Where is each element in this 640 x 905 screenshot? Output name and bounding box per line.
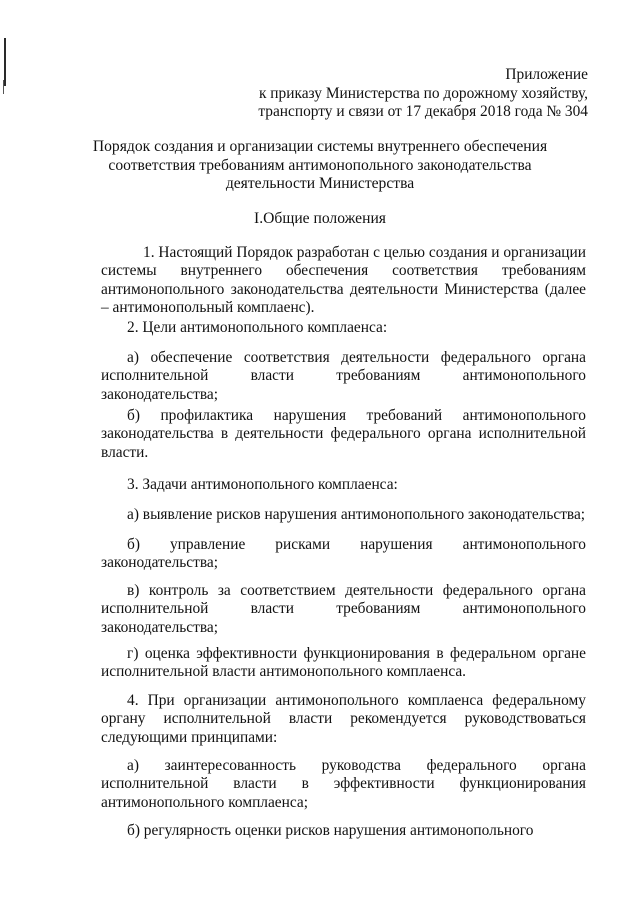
paragraph	[101, 536, 586, 573]
paragraph-text: а) заинтересованность руководства федерального органа исполнительной власти в эффективности функционирования антимонопольного комплаенса;	[101, 757, 586, 811]
title-line: Порядок создания и организации системы внутреннего обеспечения	[92, 138, 548, 155]
scan-artifact-mark	[4, 38, 6, 86]
paragraph	[101, 349, 586, 404]
paragraph	[101, 645, 586, 682]
section-heading: I.Общие положения	[254, 210, 386, 227]
appendix-line: транспорту и связи от 17 декабря 2018 года № 304	[258, 103, 588, 120]
paragraph	[101, 407, 586, 462]
paragraph-text: а) обеспечение соответствия деятельности федерального органа исполнительной власти требованиям антимонопольного законодательства;	[101, 349, 586, 403]
paragraph-text: 1. Настоящий Порядок разработан с целью создания и организации системы внутреннего обеспечения соответствия требованиям антимонопольного законодательства деятельности Министерства (далее – антимонопольный комплаенс).	[101, 244, 586, 316]
paragraph	[101, 244, 586, 317]
paragraph	[101, 692, 586, 747]
paragraph	[101, 506, 586, 524]
paragraph-text: б) профилактика нарушения требований антимонопольного законодательства в деятельности федерального органа исполнительной власти.	[101, 407, 586, 461]
paragraph-text: б) управление рисками нарушения антимонопольного законодательства;	[101, 536, 586, 572]
paragraph-text: г) оценка эффективности функционирования в федеральном органе исполнительной власти антимонопольного комплаенса.	[101, 645, 586, 681]
appendix-line: Приложение	[505, 66, 588, 83]
paragraph-text: 3. Задачи антимонопольного комплаенса:	[127, 476, 398, 493]
appendix-header	[168, 66, 588, 122]
paragraph-text: в) контроль за соответствием деятельности федерального органа исполнительной власти требованиям антимонопольного законодательства;	[101, 582, 586, 636]
paragraph-text: 2. Цели антимонопольного комплаенса:	[127, 319, 388, 336]
title-line: деятельности Министерства	[225, 175, 415, 192]
paragraph	[101, 822, 586, 840]
paragraph	[101, 757, 586, 812]
paragraph	[101, 582, 586, 637]
paragraph-text: б) регулярность оценки рисков нарушения антимонопольного	[127, 822, 534, 839]
paragraph	[101, 476, 586, 494]
document-title	[60, 138, 580, 194]
paragraph	[101, 319, 586, 337]
paragraph-text: а) выявление рисков нарушения антимонопольного законодательства;	[127, 506, 586, 523]
paragraph-text: 4. При организации антимонопольного комплаенса федеральному органу исполнительной власти рекомендуется руководствоваться следующими принципами:	[101, 692, 586, 746]
appendix-line: к приказу Министерства по дорожному хозяйству,	[258, 84, 588, 102]
scan-artifact-mark	[3, 80, 4, 94]
title-line: соответствия требованиям антимонопольного законодательства	[108, 156, 532, 174]
